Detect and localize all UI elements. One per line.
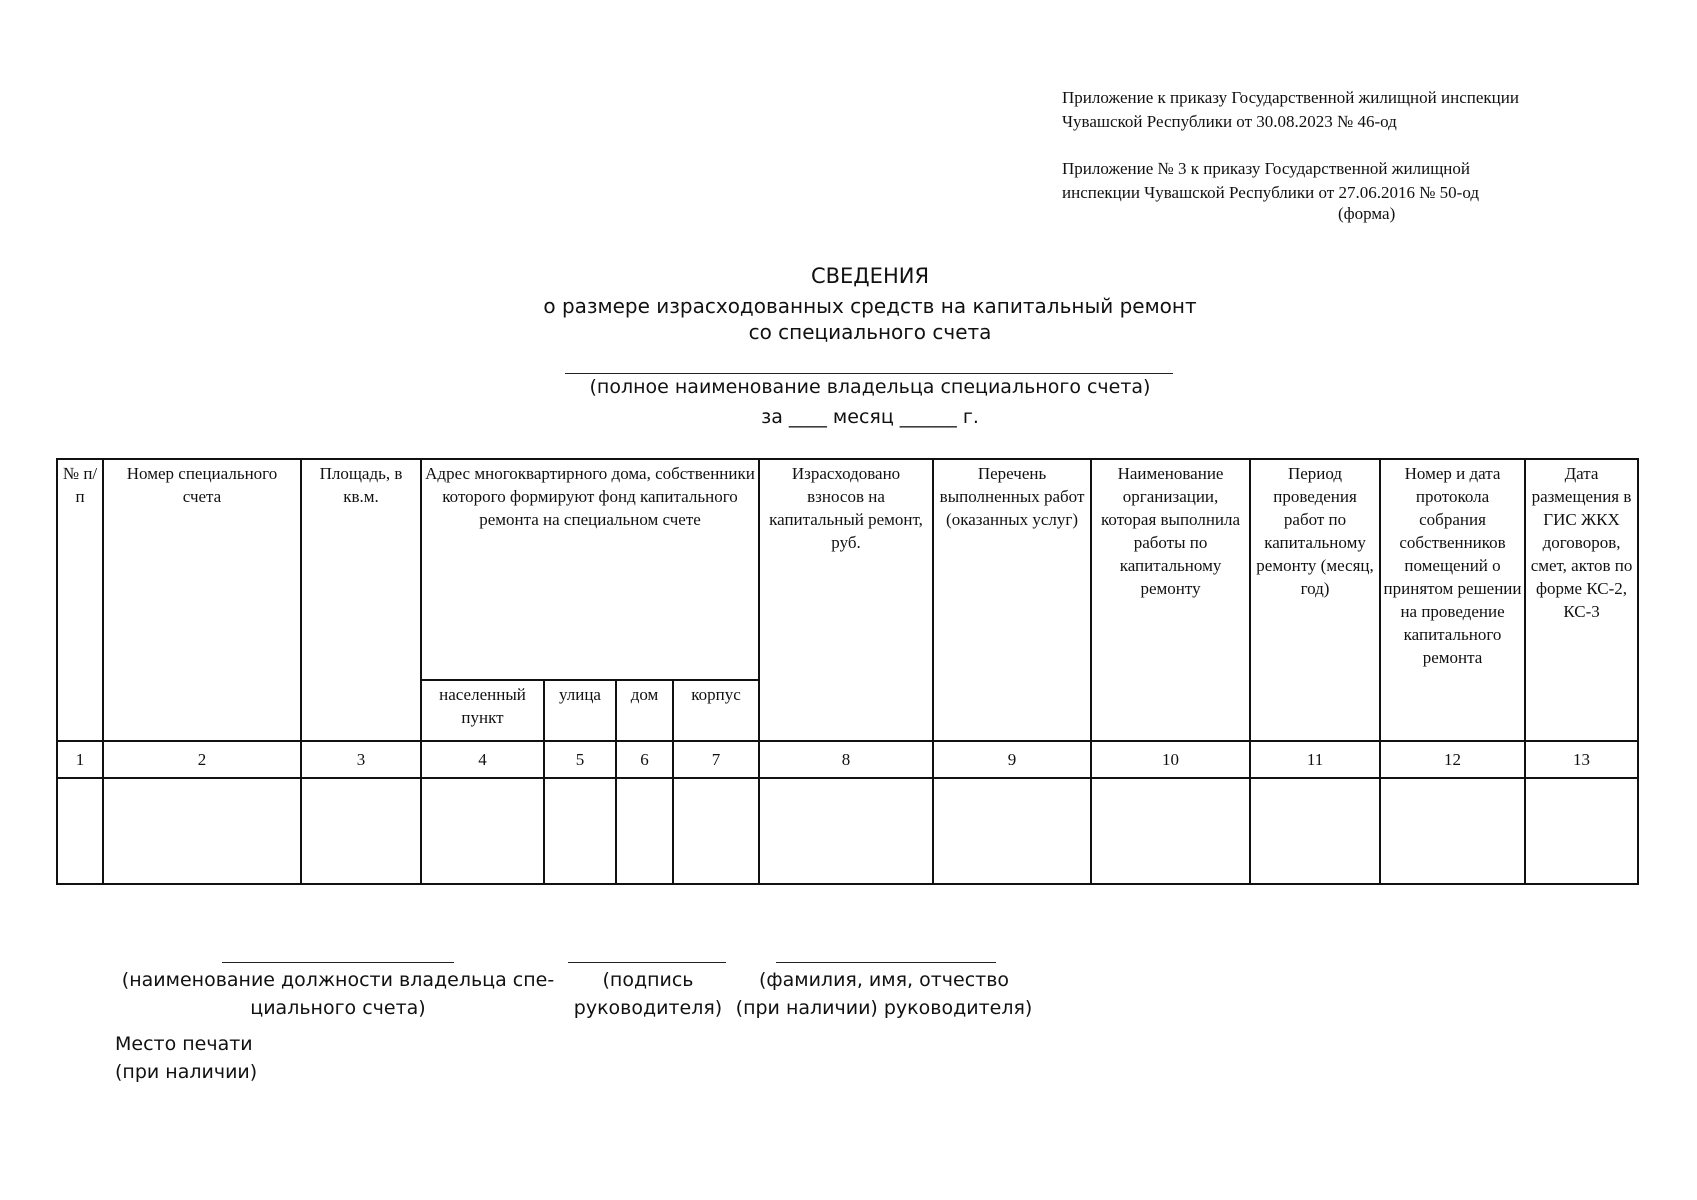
table-cell[interactable] (673, 778, 759, 884)
appendix-3-line-2: инспекции Чувашской Республики от 27.06.2016 № 50-од (1062, 183, 1479, 202)
table-cell[interactable] (1091, 778, 1250, 884)
column-number: 6 (616, 741, 673, 778)
owner-name-caption: (полное наименование владельца специального счета) (589, 376, 1151, 398)
document-subtitle-2: со специального счета (748, 320, 992, 344)
table-cell[interactable] (421, 778, 544, 884)
table-cell[interactable] (57, 778, 103, 884)
table-header-row (57, 459, 1638, 680)
full-name-caption (728, 966, 1040, 1022)
table-cell[interactable] (1525, 778, 1638, 884)
stamp-line-2: (при наличии) (115, 1061, 258, 1083)
header-address: Адрес многоквартирного дома, собственники которого формируют фонд капитального ремонта на специальном счете (421, 459, 759, 680)
document-subtitle-1: о размере израсходованных средств на капитальный ремонт (543, 294, 1197, 318)
table-cell[interactable] (544, 778, 616, 884)
table-cell[interactable] (1380, 778, 1525, 884)
header-protocol: Номер и дата протокола собрания собственников помещений о принятом решении на проведение капитального ремонта (1380, 459, 1525, 741)
subheader-house: дом (616, 680, 673, 741)
table-row (57, 778, 1638, 884)
column-number: 13 (1525, 741, 1638, 778)
header-gis-date: Дата размещения в ГИС ЖКХ договоров, смет, актов по форме КС-2, КС-3 (1525, 459, 1638, 741)
subheader-street: улица (544, 680, 616, 741)
header-account-number: Номер специального счета (103, 459, 301, 741)
table-cell[interactable] (1250, 778, 1380, 884)
signature-line (568, 962, 726, 963)
subheader-locality: населенный пункт (421, 680, 544, 741)
expenditure-table (56, 458, 1639, 885)
column-number: 8 (759, 741, 933, 778)
column-number: 5 (544, 741, 616, 778)
column-number: 12 (1380, 741, 1525, 778)
column-number: 4 (421, 741, 544, 778)
position-caption-line-2: циального счета) (250, 997, 426, 1019)
document-title: СВЕДЕНИЯ (810, 264, 930, 288)
appendix-line-1: Приложение к приказу Государственной жилищной инспекции (1062, 88, 1519, 107)
table-cell[interactable] (616, 778, 673, 884)
column-number: 10 (1091, 741, 1250, 778)
position-caption-line-1: (наименование должности владельца спе- (121, 969, 555, 991)
table-cell[interactable] (933, 778, 1091, 884)
header-spent-amount: Израсходовано взносов на капитальный ремонт, руб. (759, 459, 933, 741)
header-work-period: Период проведения работ по капитальному ремонту (месяц, год) (1250, 459, 1380, 741)
stamp-line-1: Место печати (115, 1033, 253, 1055)
column-number: 9 (933, 741, 1091, 778)
header-number: № п/п (57, 459, 103, 741)
signature-caption-line-2: руководителя) (573, 997, 723, 1019)
column-number: 11 (1250, 741, 1380, 778)
header-works-list: Перечень выполненных работ (оказанных услуг) (933, 459, 1091, 741)
stamp-place (115, 1030, 257, 1086)
owner-name-line (565, 373, 1173, 374)
subheader-building: корпус (673, 680, 759, 741)
position-caption (108, 966, 568, 1022)
column-number: 1 (57, 741, 103, 778)
appendix-line-2: Чувашской Республики от 30.08.2023 № 46-од (1062, 112, 1397, 131)
header-area: Площадь, в кв.м. (301, 459, 421, 741)
reporting-period: за ____ месяц ______ г. (761, 406, 979, 428)
position-signature-line (222, 962, 454, 963)
full-name-caption-line-2: (при наличии) руководителя) (735, 997, 1033, 1019)
table-cell[interactable] (759, 778, 933, 884)
appendix-3-note (1062, 157, 1479, 205)
form-note: (форма) (1338, 204, 1396, 223)
full-name-caption-line-1: (фамилия, имя, отчество (758, 969, 1010, 991)
signature-caption (560, 966, 736, 1022)
column-number: 2 (103, 741, 301, 778)
appendix-note (1062, 86, 1519, 134)
header-contractor: Наименование организации, которая выполнила работы по капитальному ремонту (1091, 459, 1250, 741)
column-number: 7 (673, 741, 759, 778)
column-numbers-row (57, 741, 1638, 778)
signature-caption-line-1: (подпись (602, 969, 694, 991)
full-name-line (776, 962, 996, 963)
appendix-3-line-1: Приложение № 3 к приказу Государственной жилищной (1062, 159, 1470, 178)
table-cell[interactable] (301, 778, 421, 884)
column-number: 3 (301, 741, 421, 778)
table-cell[interactable] (103, 778, 301, 884)
